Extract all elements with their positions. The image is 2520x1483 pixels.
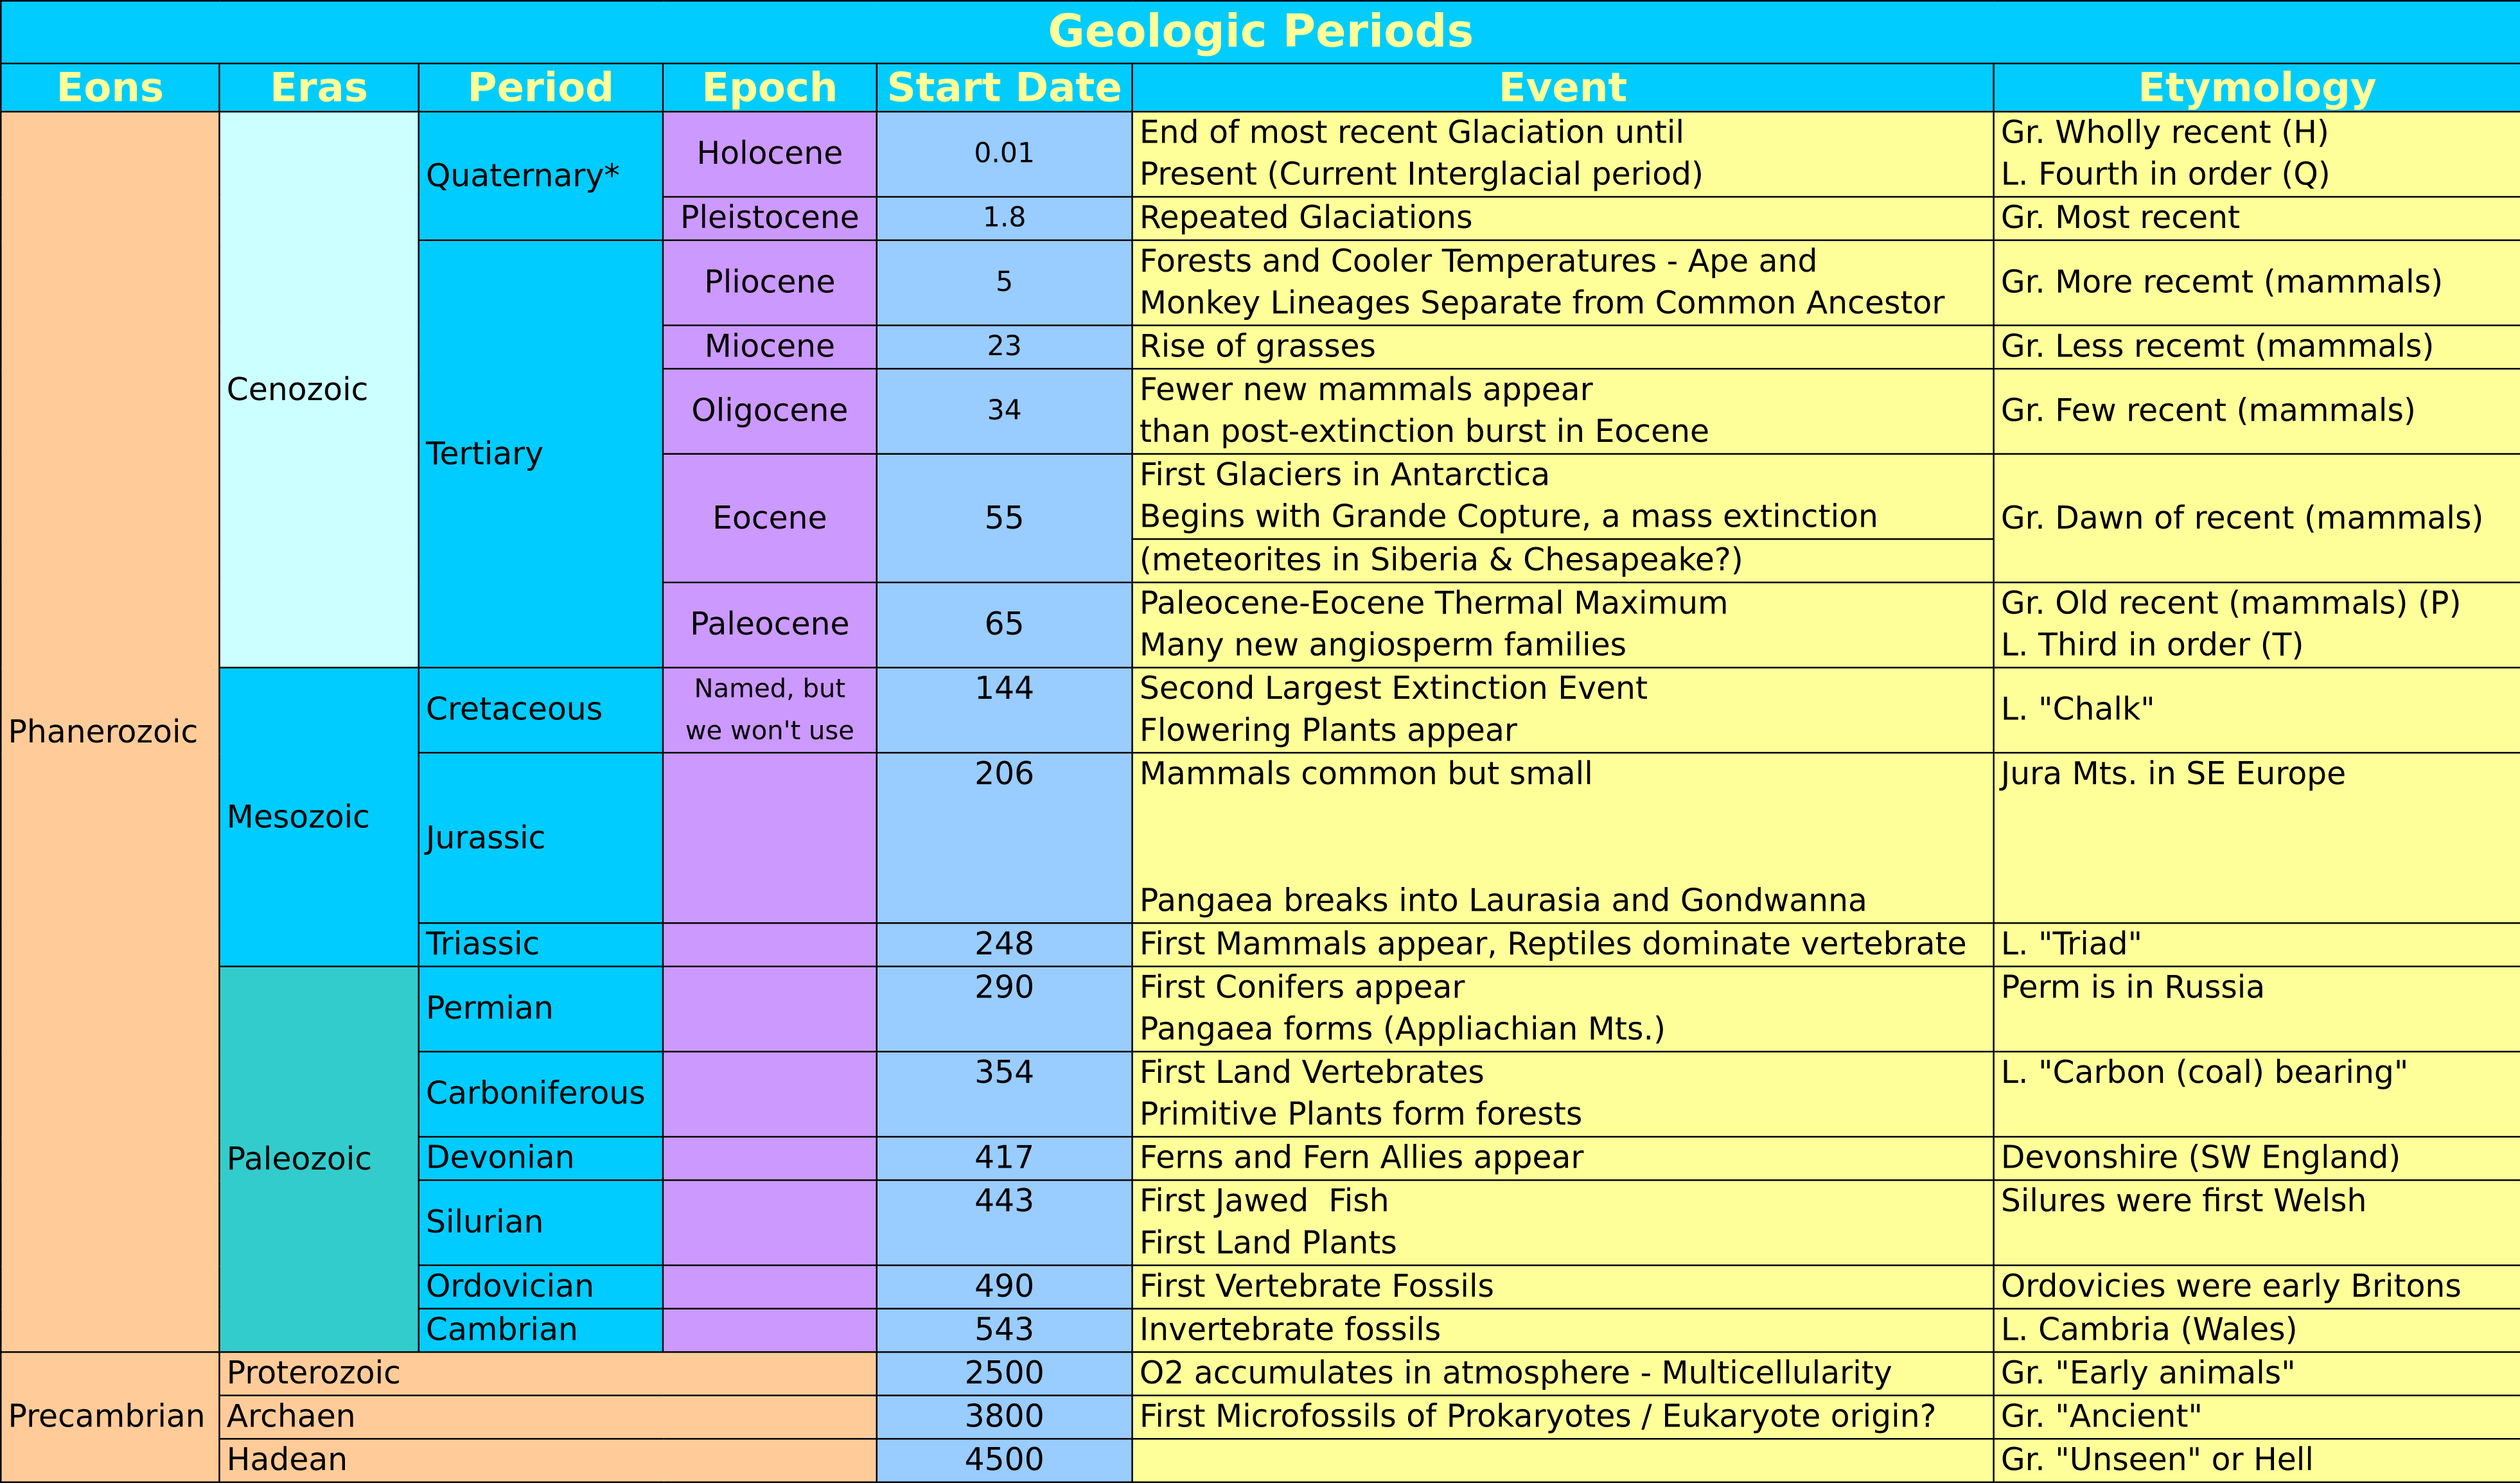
event-eocene-line-1: First Glaciers in Antarctica — [1139, 456, 1551, 494]
etymology-ordovician: Ordovicies were early Britons — [1994, 1265, 2520, 1309]
epoch-cretaceous-note — [663, 667, 877, 753]
era-archaen: Archaen — [220, 1396, 877, 1439]
header-epoch: Epoch — [663, 64, 877, 112]
date-holocene: 0.01 — [877, 112, 1132, 197]
era-mesozoic: Mesozoic — [220, 667, 419, 966]
period-carboniferous: Carboniferous — [419, 1051, 663, 1137]
event-miocene: Rise of grasses — [1132, 326, 1994, 369]
period-permian: Permian — [419, 967, 663, 1052]
period-devonian: Devonian — [419, 1137, 663, 1180]
epoch-miocene: Miocene — [663, 326, 877, 369]
etymology-archaen: Gr. "Ancient" — [1994, 1396, 2520, 1439]
date-triassic: 248 — [877, 923, 1132, 967]
era-paleozoic: Paleozoic — [220, 967, 419, 1352]
event-paleocene-line-1: Paleocene-Eocene Thermal Maximum — [1139, 584, 1729, 622]
period-silurian: Silurian — [419, 1180, 663, 1265]
date-carboniferous: 354 — [877, 1051, 1132, 1137]
event-silurian-line-2: First Land Plants — [1139, 1224, 1397, 1261]
event-oligocene-line-2: than post-extinction burst in Eocene — [1139, 412, 1710, 450]
period-cretaceous: Cretaceous — [419, 667, 663, 753]
event-eocene — [1132, 454, 1994, 540]
etymology-devonian: Devonshire (SW England) — [1994, 1137, 2520, 1180]
event-cretaceous-line-1: Second Largest Extinction Event — [1139, 670, 1648, 707]
date-devonian: 417 — [877, 1137, 1132, 1180]
event-carboniferous — [1132, 1051, 1994, 1137]
date-hadean: 4500 — [877, 1439, 1132, 1482]
etymology-paleocene-line-1: Gr. Old recent (mammals) (P) — [2000, 584, 2462, 622]
epoch-note-line-2: we won't use — [685, 715, 854, 746]
event-holocene — [1132, 112, 1994, 197]
etymology-pleistocene: Gr. Most recent — [1994, 197, 2520, 240]
etymology-holocene — [1994, 112, 2520, 197]
header-period: Period — [419, 64, 663, 112]
eon-phanerozoic: Phanerozoic — [1, 112, 219, 1352]
event-hadean — [1132, 1439, 1994, 1482]
etymology-pliocene: Gr. More recemt (mammals) — [1994, 240, 2520, 326]
event-carboniferous-line-1: First Land Vertebrates — [1139, 1054, 1485, 1091]
date-jurassic: 206 — [877, 753, 1132, 923]
event-carboniferous-line-2: Primitive Plants form forests — [1139, 1096, 1583, 1133]
etymology-eocene: Gr. Dawn of recent (mammals) — [1994, 454, 2520, 583]
etymology-paleocene-line-2: L. Third in order (T) — [2000, 626, 2304, 664]
event-holocene-line-2: Present (Current Interglacial period) — [1139, 155, 1704, 193]
era-cenozoic: Cenozoic — [220, 112, 419, 668]
period-triassic: Triassic — [419, 923, 663, 967]
event-silurian — [1132, 1180, 1994, 1265]
header-etymology: Etymology — [1994, 64, 2520, 112]
table-title: Geologic Periods — [1, 1, 2520, 64]
event-oligocene — [1132, 369, 1994, 454]
epoch-silurian — [663, 1180, 877, 1265]
period-jurassic: Jurassic — [419, 753, 663, 923]
event-oligocene-line-1: Fewer new mammals appear — [1139, 371, 1593, 408]
epoch-cambrian — [663, 1309, 877, 1353]
epoch-eocene: Eocene — [663, 454, 877, 583]
event-paleocene — [1132, 583, 1994, 668]
date-pleistocene: 1.8 — [877, 197, 1132, 240]
epoch-paleocene: Paleocene — [663, 583, 877, 668]
etymology-holocene-line-1: Gr. Wholly recent (H) — [2000, 114, 2329, 152]
date-cambrian: 543 — [877, 1309, 1132, 1353]
date-cretaceous: 144 — [877, 667, 1132, 753]
epoch-holocene: Holocene — [663, 112, 877, 197]
etymology-holocene-line-2: L. Fourth in order (Q) — [2000, 155, 2331, 193]
epoch-devonian — [663, 1137, 877, 1180]
event-devonian: Ferns and Fern Allies appear — [1132, 1137, 1994, 1180]
date-eocene: 55 — [877, 454, 1132, 583]
header-start-date: Start Date — [877, 64, 1132, 112]
event-permian — [1132, 967, 1994, 1052]
date-permian: 290 — [877, 967, 1132, 1052]
epoch-oligocene: Oligocene — [663, 369, 877, 454]
event-proterozoic: O2 accumulates in atmosphere - Multicellularity — [1132, 1352, 1994, 1396]
era-proterozoic: Proterozoic — [220, 1352, 877, 1396]
epoch-permian — [663, 967, 877, 1052]
event-pliocene — [1132, 240, 1994, 326]
header-event: Event — [1132, 64, 1994, 112]
period-ordovician: Ordovician — [419, 1265, 663, 1309]
etymology-cretaceous: L. "Chalk" — [1994, 667, 2520, 753]
date-paleocene: 65 — [877, 583, 1132, 668]
event-permian-line-1: First Conifers appear — [1139, 969, 1465, 1006]
event-cretaceous — [1132, 667, 1994, 753]
period-quaternary: Quaternary* — [419, 112, 663, 240]
etymology-oligocene: Gr. Few recent (mammals) — [1994, 369, 2520, 454]
event-permian-line-2: Pangaea forms (Appliachian Mts.) — [1139, 1010, 1666, 1048]
etymology-cambrian: L. Cambria (Wales) — [1994, 1309, 2520, 1353]
eon-precambrian: Precambrian — [1, 1352, 219, 1482]
etymology-permian: Perm is in Russia — [1994, 967, 2520, 1052]
date-ordovician: 490 — [877, 1265, 1132, 1309]
header-eons: Eons — [1, 64, 219, 112]
date-archaen: 3800 — [877, 1396, 1132, 1439]
event-holocene-line-1: End of most recent Glaciation until — [1139, 114, 1685, 152]
event-pleistocene: Repeated Glaciations — [1132, 197, 1994, 240]
etymology-silurian: Silures were first Welsh — [1994, 1180, 2520, 1265]
date-oligocene: 34 — [877, 369, 1132, 454]
epoch-carboniferous — [663, 1051, 877, 1137]
event-jurassic-line-1: Mammals common but small — [1139, 755, 1593, 793]
etymology-hadean: Gr. "Unseen" or Hell — [1994, 1439, 2520, 1482]
date-pliocene: 5 — [877, 240, 1132, 326]
etymology-jurassic: Jura Mts. in SE Europe — [1994, 753, 2520, 923]
event-cambrian: Invertebrate fossils — [1132, 1309, 1994, 1353]
epoch-ordovician — [663, 1265, 877, 1309]
event-jurassic-line-2: Pangaea breaks into Laurasia and Gondwanna — [1139, 882, 1867, 919]
event-archaen: First Microfossils of Prokaryotes / Eukaryote origin? — [1132, 1396, 1994, 1439]
event-pliocene-line-1: Forests and Cooler Temperatures - Ape and — [1139, 242, 1818, 280]
epoch-jurassic — [663, 753, 877, 923]
etymology-paleocene — [1994, 583, 2520, 668]
era-hadean: Hadean — [220, 1439, 877, 1482]
period-tertiary: Tertiary — [419, 240, 663, 667]
epoch-pleistocene: Pleistocene — [663, 197, 877, 240]
event-ordovician: First Vertebrate Fossils — [1132, 1265, 1994, 1309]
epoch-triassic — [663, 923, 877, 967]
period-cambrian: Cambrian — [419, 1309, 663, 1353]
header-eras: Eras — [220, 64, 419, 112]
event-pliocene-line-2: Monkey Lineages Separate from Common Ancestor — [1139, 284, 1945, 322]
date-silurian: 443 — [877, 1180, 1132, 1265]
event-jurassic — [1132, 753, 1994, 923]
date-miocene: 23 — [877, 326, 1132, 369]
event-triassic: First Mammals appear, Reptiles dominate vertebrate — [1132, 923, 1994, 967]
epoch-pliocene: Pliocene — [663, 240, 877, 326]
etymology-carboniferous: L. "Carbon (coal) bearing" — [1994, 1051, 2520, 1137]
date-proterozoic: 2500 — [877, 1352, 1132, 1396]
etymology-proterozoic: Gr. "Early animals" — [1994, 1352, 2520, 1396]
event-silurian-line-1: First Jawed Fish — [1139, 1182, 1389, 1220]
event-eocene-line-2: Begins with Grande Copture, a mass extinction — [1139, 498, 1878, 536]
etymology-miocene: Gr. Less recemt (mammals) — [1994, 326, 2520, 369]
event-cretaceous-line-2: Flowering Plants appear — [1139, 712, 1517, 749]
event-paleocene-line-2: Many new angiosperm families — [1139, 626, 1627, 664]
epoch-note-line-1: Named, but — [694, 673, 846, 704]
etymology-triassic: L. "Triad" — [1994, 923, 2520, 967]
event-eocene-line-3: (meteorites in Siberia & Chesapeake?) — [1132, 539, 1994, 583]
